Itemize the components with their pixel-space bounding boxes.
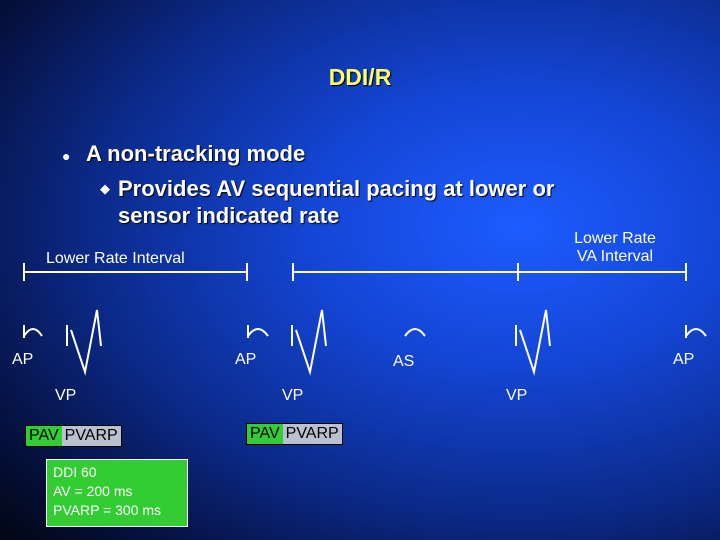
settings-line-1: DDI 60: [53, 464, 97, 480]
pav-box: PAV: [247, 424, 283, 444]
lower-rate-va-label-line-2: VA Interval: [576, 248, 654, 265]
pav-pvarp-timing-2: [246, 423, 343, 445]
pav-pvarp-timing-1: [25, 425, 122, 447]
bullet-2-line-1: Provides AV sequential pacing at lower or: [118, 176, 555, 201]
pav-box: PAV: [26, 426, 62, 446]
bullet-1: A non-tracking mode: [86, 141, 306, 166]
lower-rate-va-interval-bracket: [293, 263, 686, 281]
lower-rate-interval-bracket: [24, 263, 247, 281]
paced-qrs: [296, 310, 326, 372]
diamond-bullet-icon: ◆: [100, 181, 110, 196]
paced-qrs: [71, 310, 101, 372]
p-wave: [686, 329, 706, 336]
lower-rate-va-label-line-1: Lower Rate: [574, 230, 656, 247]
paced-qrs: [520, 310, 550, 372]
as-label: AS: [393, 353, 415, 370]
settings-box: [46, 459, 188, 527]
bullet-2-line-2: sensor indicated rate: [118, 203, 340, 228]
ecg-trace: [24, 310, 706, 372]
settings-line-2: AV = 200 ms: [53, 483, 133, 499]
pvarp-box: PVARP: [62, 426, 121, 446]
lower-rate-interval-label: Lower Rate Interval: [46, 250, 185, 267]
vp-label: VP: [55, 387, 77, 404]
ap-label: AP: [12, 351, 34, 368]
slide-title: DDI/R: [328, 64, 392, 90]
p-wave: [24, 329, 42, 336]
vp-label: VP: [506, 387, 528, 404]
pvarp-box: PVARP: [283, 424, 342, 444]
sensed-p-wave: [405, 329, 425, 336]
bullet-dot-icon: ●: [62, 148, 71, 164]
ap-label: AP: [235, 351, 257, 368]
settings-line-3: PVARP = 300 ms: [53, 502, 162, 518]
ap-label: AP: [673, 351, 695, 368]
p-wave: [248, 329, 268, 336]
vp-label: VP: [282, 387, 304, 404]
